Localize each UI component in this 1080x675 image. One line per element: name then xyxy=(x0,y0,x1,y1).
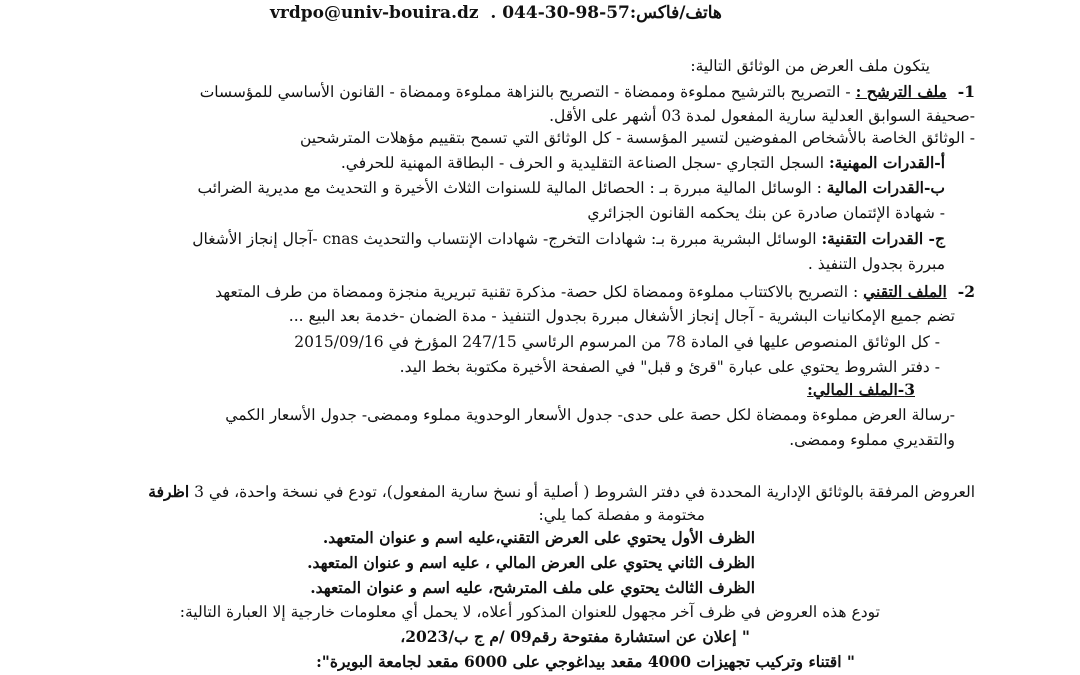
envelopes-word: اظرفة xyxy=(148,482,190,501)
offers-paragraph-line-1 xyxy=(148,482,975,502)
deposit-instruction: تودع هذه العروض في ظرف آخر مجهول للعنوان المذكور أعلاه، لا يحمل أي معلومات خارجية إلا العبارة التالية: xyxy=(179,603,880,621)
section-3-line-2: والتقديري مملوء وممضى. xyxy=(789,431,955,449)
phone-label: هاتف/فاكس xyxy=(636,3,722,23)
section-1-number: 1- xyxy=(957,82,975,101)
subject-line: " اقتناء وتركيب تجهيزات 4000 مقعد بيداغوجي على 6000 مقعد لجامعة البويرة": xyxy=(316,652,855,671)
section-2-line-4: - دفتر الشروط يحتوي على عبارة "قرئ و قبل" في الصفحة الأخيرة مكتوبة بخط اليد. xyxy=(399,358,940,376)
financial-capacity-text: : الوسائل المالية مبررة بـ : الحصائل المالية للسنوات الثلاث الأخيرة و التحديث مع مديرية الضرائب xyxy=(197,179,822,197)
section-3-title: 3-الملف المالي: xyxy=(807,380,915,399)
section-1-title: ملف الترشح : xyxy=(855,82,947,101)
announcement-title: " إعلان عن استشارة مفتوحة رقم09 /م ج ب/2023، xyxy=(400,627,750,646)
envelope-2: الظرف الثاني يحتوي على العرض المالي ، عليه اسم و عنوان المتعهد. xyxy=(307,553,755,572)
professional-capacity-title: أ-القدرات المهنية: xyxy=(828,153,945,172)
financial-capacity-title: ب-القدرات المالية xyxy=(826,178,945,197)
section-2-text: : التصريح بالاكتتاب مملوءة وممضاة لكل حصة- مذكرة تقنية تبريرية منجزة وممضاة من طرف المتعهد xyxy=(215,283,859,301)
offers-paragraph-line-2: مختومة و مفصلة كما يلي: xyxy=(538,506,705,524)
section-3-line-1: -رسالة العرض مملوءة وممضاة لكل حصة على حدى- جدول الأسعار الوحدوية مملوء وممضى- جدول الأسعار الكمي xyxy=(225,406,955,424)
section-2-number: 2- xyxy=(957,282,975,301)
offers-paragraph-text: العروض المرفقة بالوثائق الإدارية المحددة في دفتر الشروط ( أصلية أو نسخ سارية المفعول)، تودع في نسخة واحدة، في 3 xyxy=(194,483,975,501)
contact-line xyxy=(270,0,890,26)
envelope-1: الظرف الأول يحتوي على العرض التقني،عليه اسم و عنوان المتعهد. xyxy=(322,528,755,547)
envelope-3: الظرف الثالث يحتوي على ملف المترشح، عليه اسم و عنوان المتعهد. xyxy=(310,578,755,597)
technical-capacity-line xyxy=(192,229,945,249)
technical-capacity-title: ج- القدرات التقنية: xyxy=(821,229,945,248)
section-1-text: - التصريح بالترشيح مملوءة وممضاة - التصريح بالنزاهة مملوءة وممضاة - القانون الأساسي للمؤسسات xyxy=(199,83,851,101)
phone-number: . 044-30-98-57: xyxy=(490,3,637,23)
section-2-title: الملف التقني xyxy=(863,282,947,301)
technical-capacity-line-2: مبررة بجدول التنفيذ . xyxy=(807,255,945,273)
section-2-line-1 xyxy=(215,282,975,302)
intro-text: يتكون ملف العرض من الوثائق التالية: xyxy=(690,57,930,75)
professional-capacity-line xyxy=(341,153,945,173)
professional-capacity-text: السجل التجاري -سجل الصناعة التقليدية و الحرف - البطاقة المهنية للحرفي. xyxy=(340,154,825,172)
email-text: vrdpo@univ-bouira.dz xyxy=(270,3,479,23)
section-1-line-3: - الوثائق الخاصة بالأشخاص المفوضين لتسير المؤسسة - كل الوثائق التي تسمح بتقييم مؤهلات المترشحين xyxy=(299,129,975,147)
section-2-line-2: تضم جميع الإمكانيات البشرية - آجال إنجاز الأشغال مبررة بجدول التنفيذ - مدة الضمان -خدمة بعد البيع ... xyxy=(288,307,955,325)
section-1-line-1 xyxy=(200,82,975,102)
section-2-line-3: - كل الوثائق المنصوص عليها في المادة 78 من المرسوم الرئاسي 247/15 المؤرخ في 2015/09/16 xyxy=(294,333,940,351)
technical-capacity-text: الوسائل البشرية مبررة بـ: شهادات التخرج- شهادات الإنتساب والتحديث cnas -آجال إنجاز الأشغال xyxy=(192,230,817,248)
financial-capacity-line-2: - شهادة الإئتمان صادرة عن بنك يحكمه القانون الجزائري xyxy=(587,204,945,222)
section-1-line-2: -صحيفة السوابق العدلية سارية المفعول لمدة 03 أشهر على الأقل. xyxy=(549,107,975,125)
financial-capacity-line xyxy=(197,178,945,198)
